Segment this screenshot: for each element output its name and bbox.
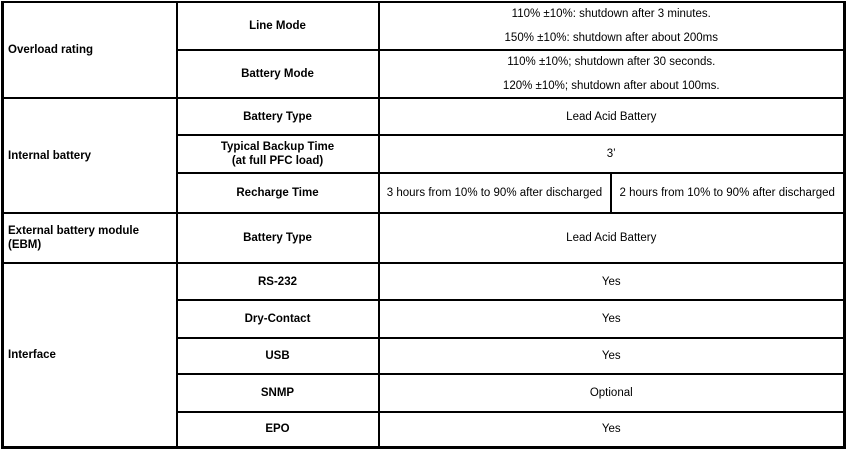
value-dry-contact: Yes xyxy=(379,300,845,338)
value-epo: Yes xyxy=(379,412,845,447)
label-backup-time xyxy=(177,135,379,173)
label-line-mode: Line Mode xyxy=(177,2,379,50)
category-ebm xyxy=(3,213,177,263)
value-snmp: Optional xyxy=(379,374,845,412)
label-ebm-battery-type: Battery Type xyxy=(177,213,379,263)
value-line-mode-1: 110% ±10%: shutdown after 3 minutes. xyxy=(511,8,711,20)
spec-table xyxy=(1,1,846,449)
value-usb: Yes xyxy=(379,338,845,374)
label-backup-time-line1: Typical Backup Time xyxy=(220,141,335,153)
value-battery-mode xyxy=(379,50,845,98)
table-row-ebm-battery-type xyxy=(3,213,845,263)
value-backup-time: 3’ xyxy=(379,135,845,173)
category-ebm-line1: External battery module xyxy=(8,225,140,237)
label-epo: EPO xyxy=(177,412,379,447)
table-row-line-mode xyxy=(3,2,845,50)
category-ebm-line2: (EBM) xyxy=(8,239,42,251)
value-battery-mode-1: 110% ±10%; shutdown after 30 seconds. xyxy=(507,56,716,68)
value-recharge-time-left: 3 hours from 10% to 90% after discharged xyxy=(379,173,611,213)
value-ebm-battery-type: Lead Acid Battery xyxy=(379,213,845,263)
value-battery-mode-2: 120% ±10%; shutdown after about 100ms. xyxy=(502,80,720,92)
label-snmp: SNMP xyxy=(177,374,379,412)
value-recharge-time-right: 2 hours from 10% to 90% after discharged xyxy=(611,173,845,213)
label-usb: USB xyxy=(177,338,379,374)
category-overload-rating: Overload rating xyxy=(3,2,177,98)
value-internal-battery-type: Lead Acid Battery xyxy=(379,98,845,135)
category-interface: Interface xyxy=(3,263,177,447)
value-rs232: Yes xyxy=(379,263,845,300)
table-row-rs232 xyxy=(3,263,845,300)
category-internal-battery: Internal battery xyxy=(3,98,177,213)
label-recharge-time: Recharge Time xyxy=(177,173,379,213)
label-internal-battery-type: Battery Type xyxy=(177,98,379,135)
label-dry-contact: Dry-Contact xyxy=(177,300,379,338)
value-line-mode-2: 150% ±10%: shutdown after about 200ms xyxy=(504,32,718,44)
label-battery-mode: Battery Mode xyxy=(177,50,379,98)
label-backup-time-line2: (at full PFC load) xyxy=(231,155,324,167)
value-line-mode xyxy=(379,2,845,50)
table-row-internal-battery-type xyxy=(3,98,845,135)
label-rs232: RS-232 xyxy=(177,263,379,300)
